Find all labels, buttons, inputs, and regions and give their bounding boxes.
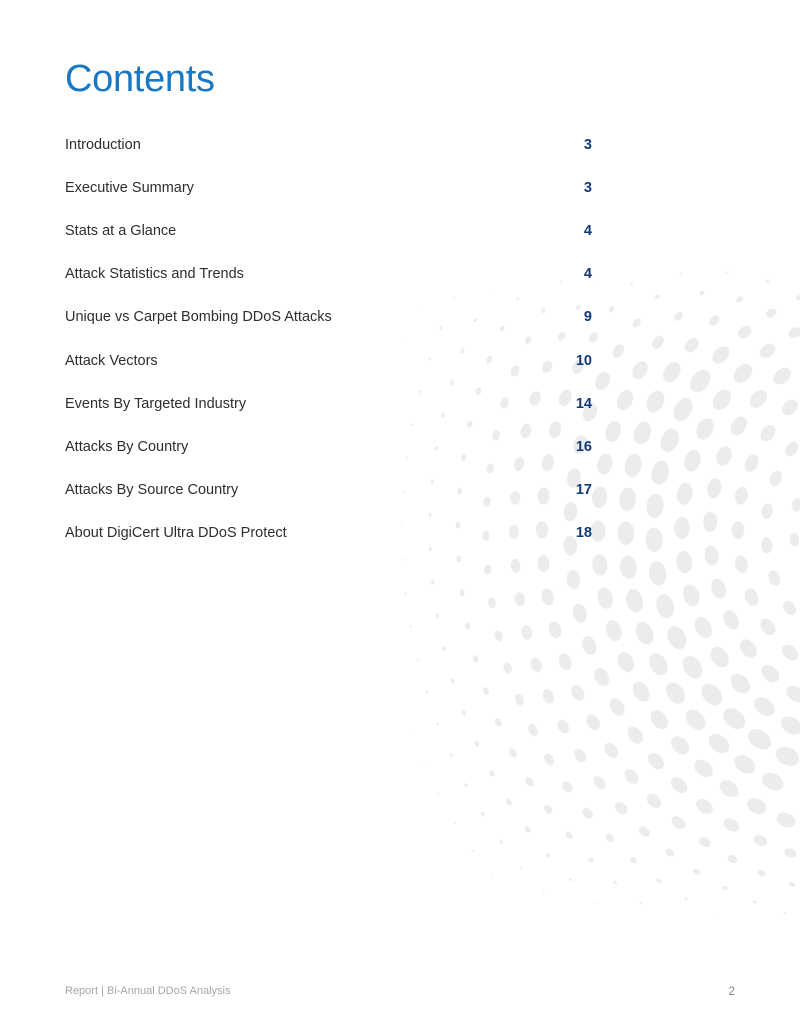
toc-entry-title: Attacks By Country: [65, 438, 189, 455]
halftone-dot: [645, 750, 667, 773]
halftone-dot: [752, 833, 769, 848]
halftone-dot: [437, 792, 439, 795]
halftone-dot: [788, 881, 796, 887]
halftone-dot: [757, 341, 778, 361]
halftone-dot: [520, 866, 524, 870]
halftone-dot: [571, 602, 589, 624]
halftone-dot: [592, 665, 612, 688]
halftone-dot: [510, 558, 521, 573]
halftone-dot: [779, 397, 800, 419]
halftone-dot: [673, 310, 685, 322]
halftone-dot: [656, 878, 663, 884]
halftone-dot: [784, 912, 787, 914]
halftone-dot: [720, 608, 742, 633]
halftone-dot: [783, 847, 798, 859]
halftone-dot: [410, 625, 412, 628]
halftone-dot: [705, 730, 733, 757]
halftone-dot: [757, 616, 778, 638]
halftone-dot: [514, 591, 526, 607]
halftone-dot: [513, 692, 526, 706]
halftone-dot: [647, 560, 668, 587]
halftone-dot: [607, 305, 615, 313]
halftone-dot: [629, 358, 651, 382]
halftone-dot: [520, 624, 534, 641]
halftone-dot: [717, 777, 742, 801]
halftone-dot: [555, 718, 571, 736]
halftone-dot: [442, 646, 447, 652]
halftone-dot: [653, 592, 677, 620]
halftone-dot: [593, 901, 596, 903]
halftone-dot: [416, 658, 419, 661]
toc-entry-title: Attack Vectors: [65, 352, 158, 369]
halftone-dot: [595, 452, 614, 476]
halftone-dot: [791, 497, 800, 513]
halftone-dot: [707, 643, 733, 670]
halftone-dot: [675, 550, 694, 574]
halftone-dot: [484, 564, 492, 575]
halftone-dot: [693, 415, 717, 442]
halftone-dot: [590, 520, 605, 541]
halftone-dot: [631, 419, 655, 447]
halftone-dot: [709, 386, 735, 413]
halftone-dot: [757, 422, 778, 444]
halftone-dot: [770, 365, 794, 388]
halftone-dot: [565, 569, 581, 590]
halftone-dot: [679, 652, 707, 682]
halftone-dot: [759, 769, 787, 794]
halftone-dot: [624, 724, 646, 747]
halftone-dot: [691, 756, 716, 781]
halftone-dot: [644, 791, 664, 811]
halftone-dot: [410, 732, 412, 734]
halftone-dot: [767, 469, 783, 488]
halftone-dot: [726, 271, 729, 273]
halftone-dot: [736, 323, 754, 341]
halftone-dot: [580, 806, 595, 821]
halftone-dot: [779, 642, 800, 664]
toc-entry-title: Attacks By Source Country: [65, 482, 239, 499]
halftone-dot: [703, 545, 720, 567]
halftone-dot: [765, 279, 770, 283]
halftone-dot: [618, 521, 635, 545]
toc-entry-title: Introduction: [65, 136, 141, 153]
halftone-dot: [760, 537, 773, 554]
halftone-dot: [631, 317, 643, 329]
halftone-dot: [540, 587, 555, 606]
halftone-dot: [488, 769, 495, 777]
halftone-dot: [622, 767, 642, 787]
halftone-dot: [691, 614, 715, 641]
halftone-dot: [584, 712, 603, 733]
page-title: Contents: [65, 58, 215, 100]
halftone-dot: [668, 774, 691, 796]
halftone-dot: [764, 307, 777, 319]
toc-entry-page-number: 4: [583, 222, 592, 239]
halftone-dot: [614, 387, 636, 413]
toc-entry-title: About DigiCert Ultra DDoS Protect: [65, 525, 287, 542]
halftone-dot: [664, 847, 676, 858]
halftone-dot: [580, 634, 599, 657]
toc-entry-title: Stats at a Glance: [65, 222, 177, 239]
halftone-dot: [645, 493, 664, 519]
halftone-dot: [650, 333, 667, 351]
halftone-dot: [742, 452, 761, 474]
toc-entry-title: Executive Summary: [65, 179, 194, 196]
halftone-dot: [545, 852, 551, 858]
halftone-dot: [657, 426, 682, 455]
halftone-dot: [405, 592, 407, 595]
halftone-dot: [727, 670, 754, 697]
halftone-dot: [709, 577, 729, 600]
toc-entry-page-number: 18: [575, 525, 592, 542]
halftone-dot: [645, 527, 663, 552]
halftone-dot: [556, 652, 573, 672]
halftone-dot: [659, 359, 684, 386]
halftone-dot: [524, 825, 532, 834]
halftone-dot: [461, 710, 467, 717]
toc-entry-unique-vs-carpet-bombing[interactable]: [65, 296, 592, 339]
toc-entry-page-number: 14: [575, 395, 592, 412]
toc-entry-attacks-by-source-country[interactable]: [65, 469, 592, 512]
halftone-dot: [646, 650, 672, 678]
halftone-dot: [471, 849, 474, 852]
halftone-dot: [707, 314, 721, 328]
footer-label: Report | Bi-Annual DDoS Analysis: [65, 985, 231, 997]
halftone-dot: [647, 707, 672, 733]
halftone-dot: [606, 695, 627, 718]
halftone-dot: [681, 583, 703, 609]
halftone-dot: [746, 387, 770, 412]
halftone-dot: [612, 799, 629, 816]
halftone-dot: [726, 853, 738, 864]
halftone-dot: [568, 878, 572, 882]
halftone-dot: [456, 555, 461, 562]
halftone-dot: [560, 779, 574, 794]
halftone-dot: [664, 623, 690, 652]
toc-entry-attacks-by-country[interactable]: [65, 425, 592, 468]
halftone-dot: [569, 683, 587, 703]
halftone-dot: [604, 832, 616, 844]
halftone-dot: [742, 586, 761, 608]
halftone-dot: [622, 452, 643, 479]
toc-entry-title: Events By Targeted Industry: [65, 395, 247, 412]
halftone-dot: [537, 554, 551, 572]
halftone-dot: [682, 335, 701, 355]
toc-entry-page-number: 4: [583, 266, 592, 283]
toc-entry-introduction[interactable]: [65, 123, 592, 166]
halftone-dot: [591, 553, 608, 576]
halftone-dot: [709, 343, 733, 367]
halftone-dot: [505, 798, 513, 807]
halftone-dot: [766, 569, 782, 588]
halftone-dot: [789, 532, 800, 547]
halftone-dot: [524, 775, 536, 788]
halftone-dot: [499, 839, 504, 845]
halftone-dot: [693, 796, 716, 817]
halftone-dot: [637, 824, 652, 839]
toc-entry-attack-statistics-and-trends[interactable]: [65, 253, 592, 296]
halftone-dot: [682, 448, 704, 474]
halftone-dot: [703, 512, 718, 533]
toc-entry-events-by-targeted-industry[interactable]: [65, 382, 592, 425]
halftone-dot: [596, 279, 599, 282]
halftone-dot: [472, 654, 479, 663]
toc-entry-page-number: 17: [575, 482, 592, 499]
halftone-dot: [474, 740, 481, 747]
halftone-dot: [541, 687, 557, 705]
halftone-dot: [670, 395, 697, 425]
halftone-dot: [730, 361, 756, 387]
halftone-dot: [731, 751, 759, 777]
halftone-dot: [684, 897, 688, 901]
halftone-dot: [629, 679, 653, 705]
halftone-dot: [778, 713, 800, 738]
halftone-dot: [502, 661, 513, 674]
halftone-dot: [587, 856, 595, 863]
table-of-contents: [65, 123, 592, 555]
halftone-dot: [795, 293, 800, 301]
halftone-dot: [494, 717, 503, 728]
halftone-dot: [674, 517, 690, 539]
halftone-dot: [733, 486, 749, 506]
halftone-dot: [624, 587, 646, 614]
halftone-dot: [787, 325, 800, 340]
halftone-dot: [526, 722, 540, 737]
halftone-dot: [630, 281, 634, 285]
halftone-dot: [464, 622, 471, 630]
halftone-dot: [454, 821, 457, 824]
halftone-dot: [423, 763, 425, 765]
halftone-dot: [705, 477, 723, 500]
halftone-dot: [721, 816, 742, 835]
halftone-dot: [633, 619, 657, 647]
halftone-dot: [572, 747, 589, 765]
halftone-dot: [722, 885, 729, 891]
toc-entry-title: Unique vs Carpet Bombing DDoS Attacks: [65, 309, 332, 326]
halftone-dot: [491, 876, 493, 878]
halftone-dot: [487, 597, 496, 609]
halftone-dot: [733, 554, 749, 574]
halftone-dot: [508, 747, 519, 759]
halftone-dot: [615, 649, 638, 675]
footer-page-number: 2: [728, 984, 735, 998]
halftone-dot: [680, 272, 683, 274]
toc-entry-attack-vectors[interactable]: [65, 339, 592, 382]
halftone-dot: [450, 678, 455, 684]
halftone-dot: [719, 704, 749, 734]
toc-entry-page-number: 9: [583, 309, 592, 326]
halftone-dot: [603, 618, 624, 643]
toc-entry-page-number: 3: [583, 179, 592, 196]
halftone-dot: [752, 900, 757, 904]
halftone-dot: [675, 482, 694, 506]
halftone-dot: [757, 869, 767, 878]
halftone-dot: [591, 774, 608, 792]
halftone-dot: [761, 503, 774, 520]
halftone-dot: [686, 366, 715, 396]
halftone-dot: [529, 656, 544, 674]
halftone-dot: [449, 753, 453, 758]
toc-entry-executive-summary[interactable]: [65, 166, 592, 209]
halftone-dot: [592, 369, 612, 392]
halftone-dot: [744, 795, 769, 817]
halftone-dot: [682, 706, 710, 734]
halftone-dot: [669, 814, 688, 832]
halftone-dot: [618, 487, 637, 512]
halftone-dot: [564, 830, 574, 840]
halftone-dot: [547, 620, 563, 640]
halftone-dot: [692, 867, 701, 875]
halftone-dot: [732, 521, 745, 539]
halftone-dot: [783, 682, 800, 705]
halftone-dot: [435, 613, 439, 618]
halftone-dot: [591, 486, 608, 509]
halftone-dot: [542, 892, 544, 894]
halftone-dot: [425, 690, 428, 694]
halftone-dot: [698, 290, 705, 297]
toc-entry-stats-at-a-glance[interactable]: [65, 209, 592, 252]
halftone-dot: [774, 810, 797, 830]
halftone-dot: [668, 733, 693, 758]
toc-entry-page-number: 16: [575, 438, 592, 455]
toc-entry-page-number: 10: [575, 352, 592, 369]
halftone-dot: [494, 630, 504, 642]
halftone-dot: [782, 439, 800, 459]
halftone-dot: [480, 811, 485, 817]
halftone-dot: [737, 636, 761, 661]
halftone-dot: [610, 342, 626, 360]
halftone-dot: [602, 740, 621, 760]
toc-entry-page-number: 3: [583, 136, 592, 153]
halftone-dot: [713, 914, 715, 916]
halftone-dot: [744, 725, 774, 754]
halftone-dot: [482, 686, 490, 696]
halftone-dot: [727, 414, 750, 439]
toc-entry-title: Attack Statistics and Trends: [65, 266, 244, 283]
toc-entry-about-digicert[interactable]: [65, 512, 592, 555]
halftone-dot: [697, 835, 712, 849]
halftone-dot: [697, 679, 726, 709]
halftone-dot: [735, 295, 744, 304]
halftone-dot: [542, 752, 556, 767]
halftone-dot: [629, 856, 638, 865]
halftone-dot: [596, 586, 615, 610]
halftone-dot: [649, 459, 671, 487]
halftone-dot: [402, 558, 404, 560]
halftone-dot: [780, 598, 798, 618]
halftone-dot: [639, 902, 642, 905]
halftone-dot: [750, 693, 778, 720]
halftone-dot: [619, 555, 639, 581]
halftone-dot: [431, 580, 435, 585]
halftone-dot: [643, 387, 668, 415]
halftone-dot: [714, 444, 735, 468]
halftone-dot: [436, 722, 440, 726]
halftone-dot: [662, 679, 689, 707]
halftone-dot: [772, 743, 800, 770]
halftone-dot: [459, 589, 465, 597]
halftone-dot: [613, 880, 618, 885]
halftone-dot: [654, 294, 661, 301]
halftone-dot: [603, 419, 624, 444]
halftone-dot: [758, 661, 783, 685]
halftone-dot: [542, 803, 554, 815]
halftone-dot: [464, 782, 469, 787]
